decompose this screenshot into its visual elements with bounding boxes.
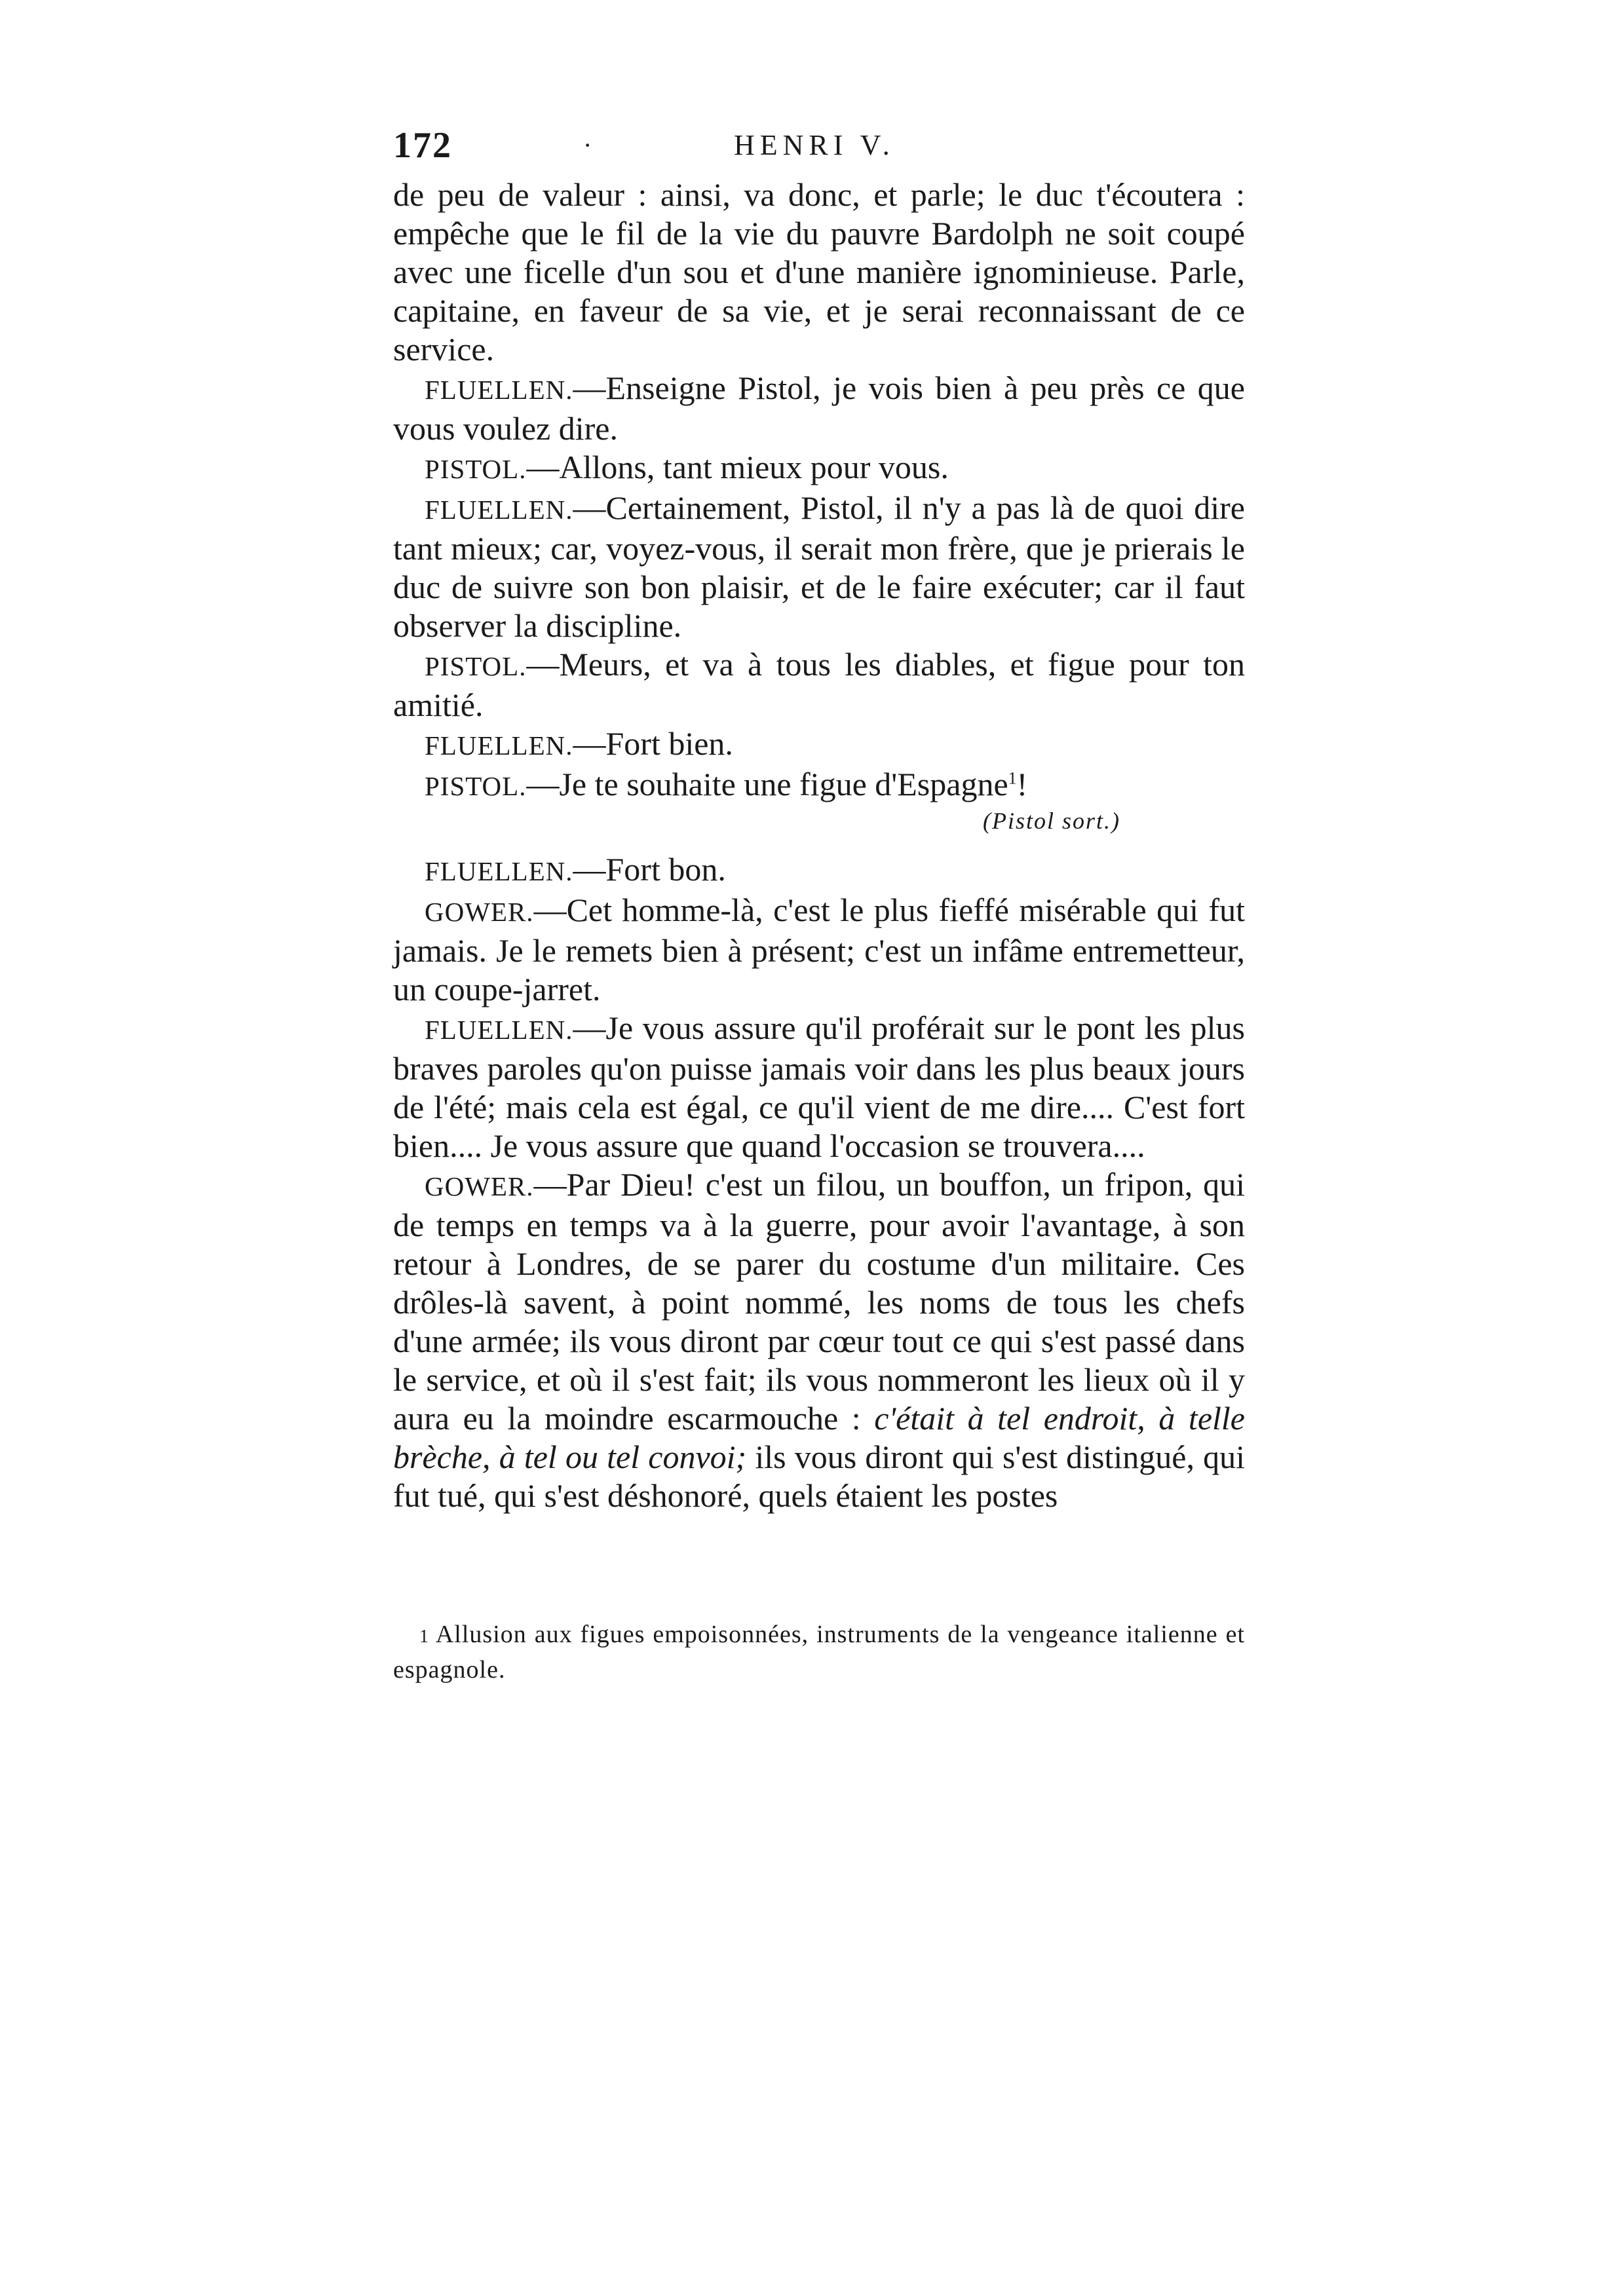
footnote-text: Allusion aux figues empoisonnées, instruments de la vengeance italienne et espagnole. [393, 1621, 1245, 1684]
running-title: HENRI V. [734, 129, 895, 161]
speaker-name: FLUELLEN. [425, 375, 573, 405]
speech-text: —Certainement, Pistol, il n'y a pas là de quoi dire tant mieux; car, voyez-vous, il serait mon frère, que je prierais le duc de suivre son bon plaisir, et de le faire exécuter; car il faut observer la discipline. [393, 489, 1245, 644]
page-number: 172 [393, 125, 452, 166]
paragraph-text: de peu de valeur : ainsi, va donc, et parle; le duc t'écoutera : empêche que le fil de la vie du pauvre Bardolph ne soit coupé avec une ficelle d'un sou et d'une manière ignominieuse. Parle, capitaine, en faveur de sa vie, et je serai reconnaissant de ce service. [393, 176, 1245, 367]
speaker-name: PISTOL. [425, 771, 527, 801]
footnote-reference: 1 [1008, 768, 1017, 788]
header-dot: · [583, 130, 592, 160]
footnote-mark: 1 [419, 1627, 429, 1647]
speech-text: —Cet homme-là, c'est le plus fieffé misérable qui fut jamais. Je le remets bien à présent; c'est un infâme entremetteur, un coupe-jarret. [393, 892, 1245, 1007]
speaker-name: FLUELLEN. [425, 1015, 573, 1045]
speech-text: —Meurs, et va à tous les diables, et figue pour ton amitié. [393, 646, 1245, 723]
speech-pistol [393, 448, 1245, 489]
speech-pistol [393, 765, 1245, 806]
speaker-name: FLUELLEN. [425, 730, 573, 761]
paragraph-continuation [393, 176, 1245, 369]
running-header [393, 124, 1245, 170]
speech-text: —Je te souhaite une figue d'Espagne [526, 766, 1008, 802]
speech-text: ils vous diront qui s'est distingué, qui fut tué, qui s'est déshonoré, quels étaient les postes [393, 1439, 1246, 1514]
speech-fluellen [393, 369, 1245, 448]
page-body [393, 176, 1245, 1515]
speaker-name: GOWER. [425, 897, 534, 927]
speaker-name: FLUELLEN. [425, 495, 573, 525]
speaker-name: FLUELLEN. [425, 856, 573, 886]
speech-text: —Fort bien. [573, 725, 733, 762]
speech-text: —Enseigne Pistol, je vois bien à peu près ce que vous voulez dire. [393, 369, 1245, 447]
footnote-paragraph [393, 1618, 1245, 1686]
speech-text: —Je vous assure qu'il proférait sur le pont les plus braves paroles qu'on puisse jamais voir dans les plus beaux jours de l'été; mais cela est égal, ce qu'il vient de me dire.... C'est fort bien.... Je vous assure que quand l'occasion se trouvera.... [393, 1009, 1245, 1164]
stage-direction: (Pistol sort.) [982, 808, 1120, 834]
speech-text: —Allons, tant mieux pour vous. [526, 449, 949, 485]
speaker-name: PISTOL. [425, 651, 527, 681]
speech-text: —Fort bon. [573, 851, 726, 888]
speech-pistol [393, 645, 1245, 725]
speech-gower [393, 1165, 1245, 1515]
speaker-name: PISTOL. [425, 454, 527, 484]
stage-gap [393, 836, 1245, 850]
speech-end: ! [1016, 766, 1028, 802]
speech-text: —Par Dieu! c'est un filou, un bouffon, un fripon, qui de temps en temps va à la guerre, pour avoir l'avantage, à son retour à Londres, de se parer du costume d'un militaire. Ces drôles-là savent, à point nommé, les noms de tous les chefs d'une armée; ils vous diront par cœur tout ce qui s'est passé dans le service, et où il s'est fait; ils vous nommeront les lieux où il y aura eu la moindre escarmouche : [393, 1166, 1245, 1437]
speaker-name: GOWER. [425, 1171, 534, 1201]
speech-italic-text: c'était à tel endroit, à telle brèche, à tel ou tel convoi; [393, 1400, 1245, 1475]
speech-fluellen [393, 489, 1245, 645]
speech-fluellen [393, 850, 1245, 891]
speech-fluellen [393, 1009, 1245, 1165]
speech-fluellen [393, 725, 1245, 765]
footnote [393, 1618, 1245, 1686]
speech-gower [393, 891, 1245, 1009]
